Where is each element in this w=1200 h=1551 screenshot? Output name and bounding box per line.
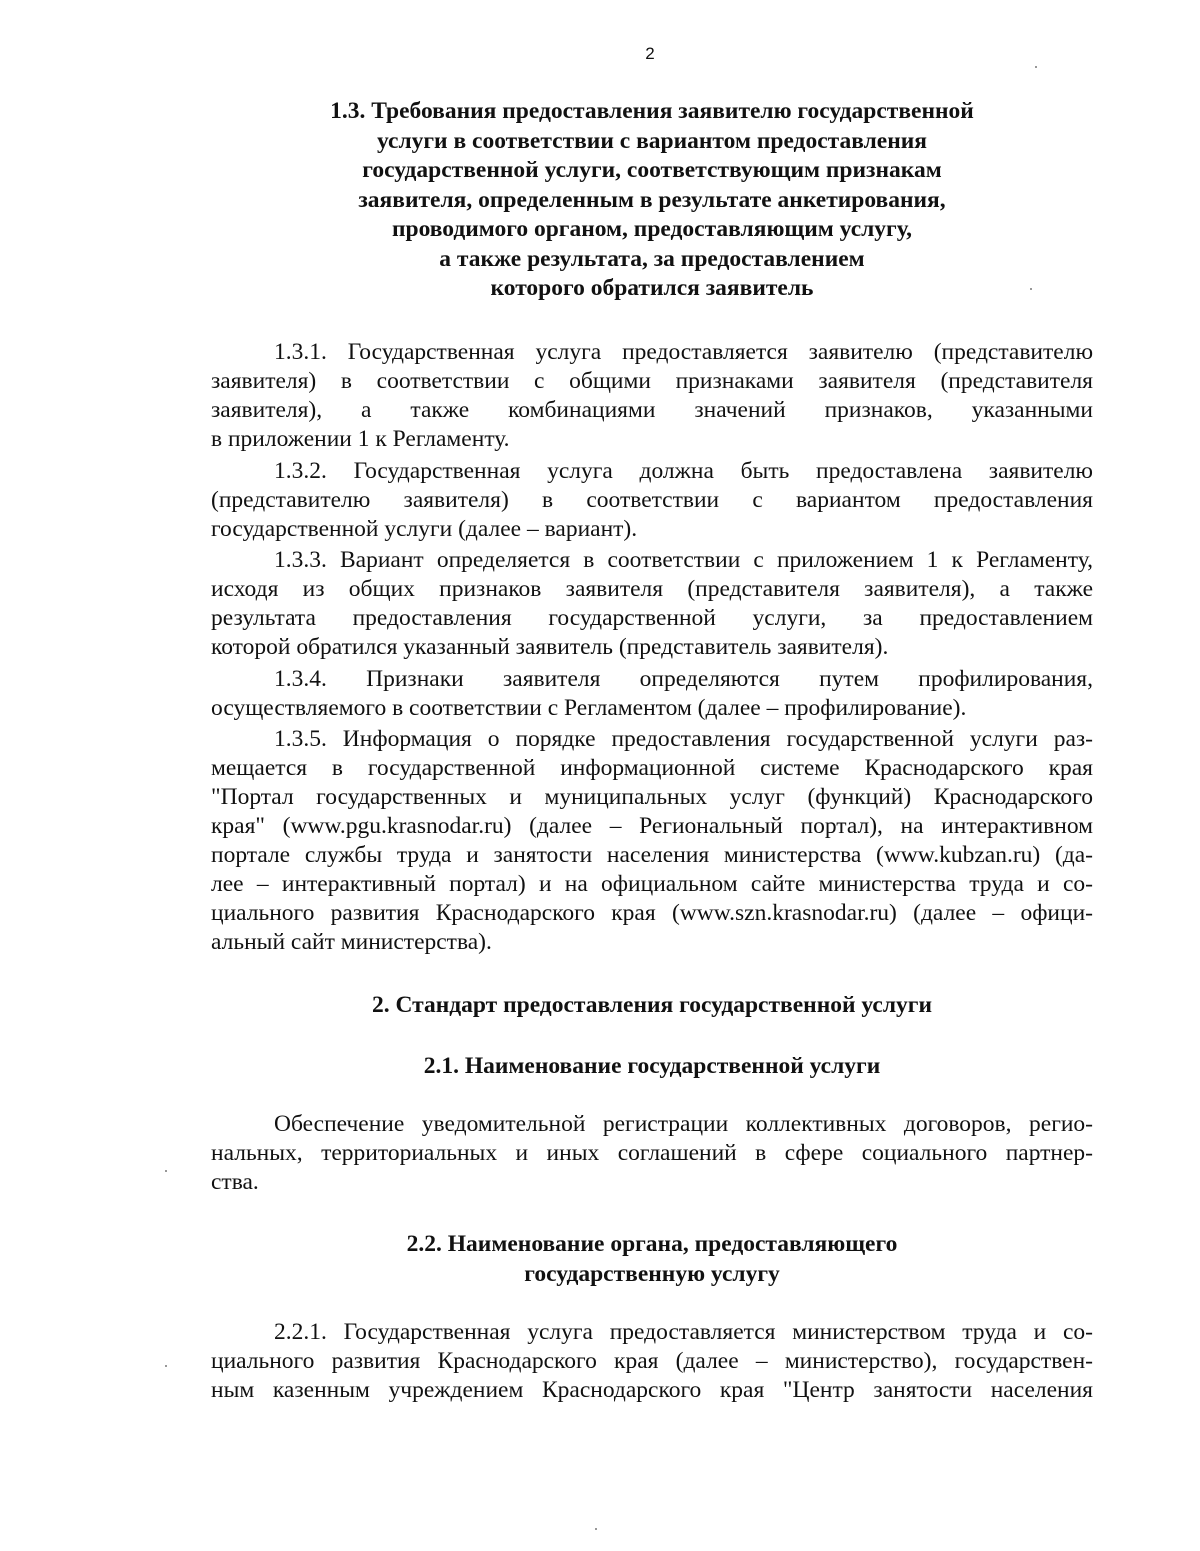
heading-line: а также результата, за предоставлением bbox=[439, 245, 865, 272]
text-line: ным казенным учреждением Краснодарского края "Центр занятости населения bbox=[211, 1377, 1093, 1403]
heading-line: которого обратился заявитель bbox=[490, 275, 814, 301]
scan-speck bbox=[165, 1170, 167, 1172]
text-line: 1.3.3. Вариант определяется в соответствии с приложением 1 к Регламенту, bbox=[274, 547, 1093, 573]
text-line: ства. bbox=[211, 1169, 259, 1195]
paragraph-1-3-2 bbox=[211, 457, 1093, 544]
scan-speck bbox=[1030, 288, 1032, 290]
text-line: 1.3.4. Признаки заявителя определяются путем профилирования, bbox=[274, 666, 1093, 692]
text-line: осуществляемого в соответствии с Регламентом (далее – профилирование). bbox=[211, 695, 967, 721]
section-2-heading bbox=[200, 991, 1104, 1021]
scan-speck bbox=[595, 1528, 597, 1530]
text-line: результата предоставления государственной услуги, за предоставлением bbox=[211, 605, 1093, 631]
text-line: нальных, территориальных и иных соглашений в сфере социального партнер- bbox=[211, 1140, 1093, 1166]
text-line: альный сайт министерства). bbox=[211, 929, 492, 955]
text-line: исходя из общих признаков заявителя (представителя заявителя), а также bbox=[211, 576, 1093, 602]
paragraph-2-2-1 bbox=[211, 1318, 1093, 1405]
text-line: лее – интерактивный портал) и на официальном сайте министерства труда и со- bbox=[211, 871, 1093, 897]
text-line: заявителя), а также комбинациями значений признаков, указанными bbox=[211, 397, 1093, 423]
text-line: мещается в государственной информационной системе Краснодарского края bbox=[211, 755, 1093, 781]
heading-line: 2.2. Наименование органа, предоставляющего bbox=[406, 1231, 898, 1257]
text-line: края" (www.pgu.krasnodar.ru) (далее – Региональный портал), на интерактивном bbox=[211, 813, 1093, 839]
paragraph-2-1 bbox=[211, 1110, 1093, 1197]
text-line: Обеспечение уведомительной регистрации коллективных договоров, регио- bbox=[274, 1111, 1093, 1137]
paragraph-1-3-5 bbox=[211, 725, 1093, 957]
heading-line: государственную услугу bbox=[524, 1260, 780, 1287]
heading-line: 2. Стандарт предоставления государственной услуги bbox=[371, 992, 933, 1018]
section-1-3-heading bbox=[200, 97, 1104, 304]
section-2-1-heading bbox=[200, 1052, 1104, 1082]
paragraph-1-3-1 bbox=[211, 338, 1093, 454]
paragraph-1-3-4 bbox=[211, 665, 1093, 723]
heading-line: проводимого органом, предоставляющим услугу, bbox=[391, 216, 913, 242]
page-number: 2 bbox=[645, 44, 655, 63]
text-line: (представителю заявителя) в соответствии с вариантом предоставления bbox=[211, 487, 1093, 513]
text-line: которой обратился указанный заявитель (представитель заявителя). bbox=[211, 634, 889, 660]
heading-line: услуги в соответствии с вариантом предоставления bbox=[376, 127, 927, 154]
text-line: 1.3.2. Государственная услуга должна быть предоставлена заявителю bbox=[274, 458, 1093, 484]
text-line: "Портал государственных и муниципальных услуг (функций) Краснодарского bbox=[211, 784, 1093, 810]
text-line: портале службы труда и занятости населения министерства (www.kubzan.ru) (да- bbox=[211, 842, 1093, 868]
text-line: в приложении 1 к Регламенту. bbox=[211, 426, 510, 452]
heading-line: 2.1. Наименование государственной услуги bbox=[423, 1053, 881, 1079]
text-line: государственной услуги (далее – вариант). bbox=[211, 516, 638, 542]
section-2-2-heading bbox=[200, 1230, 1104, 1289]
heading-line: государственной услуги, соответствующим признакам bbox=[362, 157, 942, 183]
scan-speck bbox=[165, 1365, 167, 1367]
paragraph-1-3-3 bbox=[211, 546, 1093, 662]
heading-line: 1.3. Требования предоставления заявителю государственной bbox=[330, 98, 974, 124]
text-line: циального развития Краснодарского края (www.szn.krasnodar.ru) (далее – офици- bbox=[211, 900, 1093, 926]
heading-line: заявителя, определенным в результате анкетирования, bbox=[358, 186, 946, 213]
text-line: 1.3.5. Информация о порядке предоставления государственной услуги раз- bbox=[274, 726, 1093, 752]
scan-speck bbox=[1035, 66, 1037, 68]
text-line: циального развития Краснодарского края (далее – министерство), государствен- bbox=[211, 1348, 1093, 1374]
text-line: 2.2.1. Государственная услуга предоставляется министерством труда и со- bbox=[274, 1319, 1093, 1345]
text-line: 1.3.1. Государственная услуга предоставляется заявителю (представителю bbox=[274, 339, 1093, 365]
text-line: заявителя) в соответствии с общими признаками заявителя (представителя bbox=[211, 368, 1093, 394]
